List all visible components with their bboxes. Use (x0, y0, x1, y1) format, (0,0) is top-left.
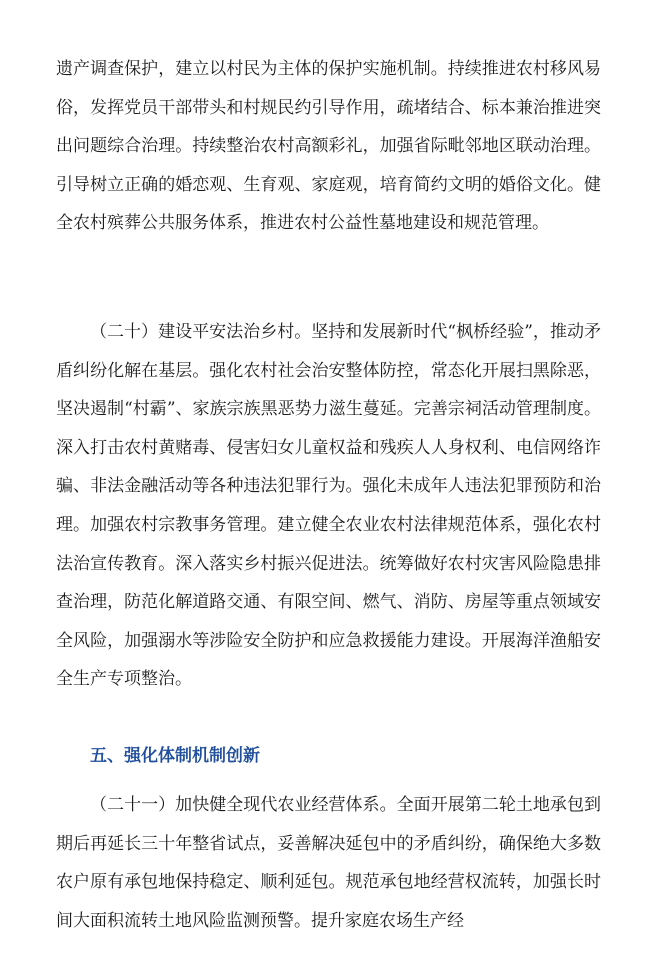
body-paragraph: 遗产调查保护，建立以村民为主体的保护实施机制。持续推进农村移风易俗，发挥党员干部带头和村规民约引导作用，疏堵结合、标本兼治推进突出问题综合治理。持续整治农村高额彩礼，加强省际毗邻地区联动治理。引导树立正确的婚恋观、生育观、家庭观，培育简约文明的婚俗文化。健全农村殡葬公共服务体系，推进农村公益性墓地建设和规范管理。 (56, 59, 601, 234)
body-paragraph: （二十一）加快健全现代农业经营体系。全面开展第二轮土地承包到期后再延长三十年整省试点，妥善解决延包中的矛盾纠纷，确保绝大多数农户原有承包地保持稳定、顺利延包。规范承包地经营权流转，加强长时间大面积流转土地风险监测预警。提升家庭农场生产经 (56, 795, 601, 931)
body-paragraph: （二十）建设平安法治乡村。坚持和发展新时代“枫桥经验”，推动矛盾纠纷化解在基层。强化农村社会治安整体防控，常态化开展扫黑除恶，坚决遏制“村霸”、家族宗族黑恶势力滋生蔓延。完善宗祠活动管理制度。深入打击农村黄赌毒、侵害妇女儿童权益和残疾人人身权利、电信网络诈骗、非法金融活动等各种违法犯罪行为。强化未成年人违法犯罪预防和治理。加强农村宗教事务管理。建立健全农业农村法律规范体系，强化农村法治宣传教育。深入落实乡村振兴促进法。统筹做好农村灾害风险隐患排查治理，防范化解道路交通、有限空间、燃气、消防、房屋等重点领域安全风险，加强溺水等涉险安全防护和应急救援能力建设。开展海洋渔船安全生产专项整治。 (56, 322, 601, 690)
section-heading: 五、强化体制机制创新 (90, 746, 260, 766)
